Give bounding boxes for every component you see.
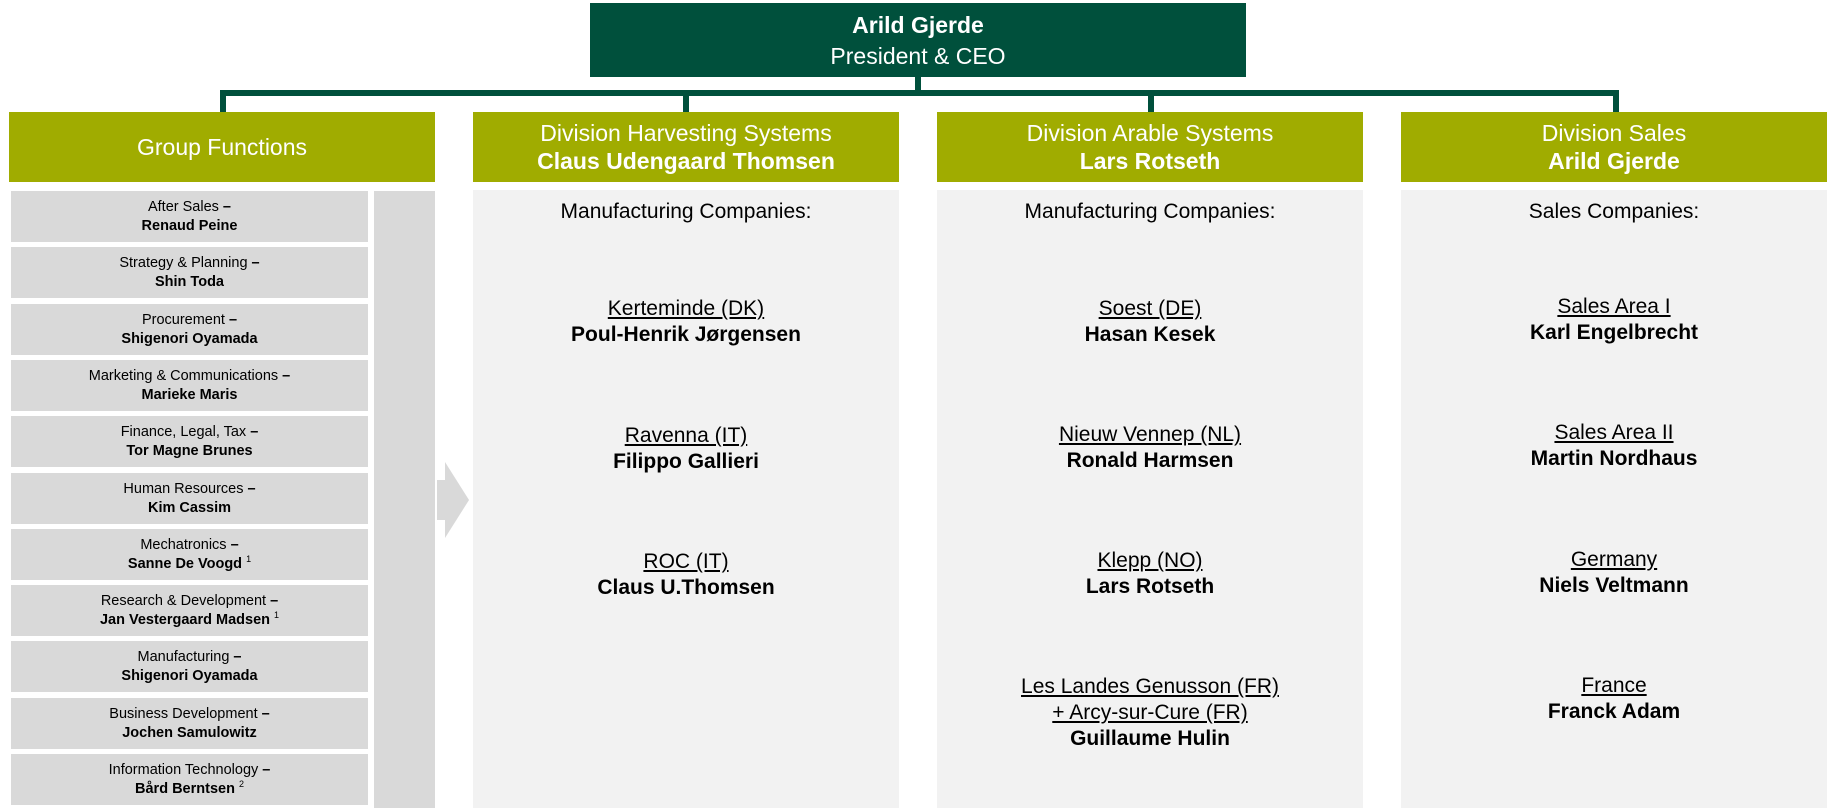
company-manager: Guillaume Hulin — [1070, 727, 1230, 750]
group-function-head: Shigenori Oyamada — [121, 667, 258, 684]
group-function-head: Sanne De Voogd — [127, 555, 243, 572]
group-function-role: Business Development — [109, 705, 258, 722]
group-functions-title: Group Functions — [136, 134, 308, 160]
company-entry — [1401, 673, 1827, 725]
company-manager: Lars Rotseth — [1085, 575, 1215, 598]
company-entry — [1401, 547, 1827, 599]
company-location: Soest (DE) — [1098, 297, 1202, 320]
group-functions-header — [9, 112, 435, 182]
group-function-role-line — [11, 705, 368, 724]
division-panel-arable — [937, 190, 1363, 808]
connector-drop-sales — [1613, 90, 1619, 112]
group-function-name-line — [11, 386, 368, 405]
company-location: Ravenna (IT) — [624, 424, 748, 447]
ceo-title: President & CEO — [830, 43, 1006, 69]
panel-subtitle: Manufacturing Companies: — [560, 200, 812, 223]
group-function-name-line — [11, 667, 368, 686]
company-manager: Ronald Harmsen — [1066, 449, 1234, 472]
group-function-role: Research & Development — [100, 592, 267, 609]
company-location-secondary: + Arcy-sur-Cure (FR) — [1052, 701, 1248, 724]
group-function-separator: – — [266, 592, 279, 609]
group-function-role: Mechatronics — [140, 536, 227, 553]
division-panel-sales — [1401, 190, 1827, 808]
group-function-name-line — [11, 499, 368, 518]
division-head: Claus Udengaard Thomsen — [537, 148, 835, 174]
company-location: ROC (IT) — [643, 550, 729, 573]
group-function-item — [11, 247, 368, 298]
group-function-role-line — [11, 480, 368, 499]
company-location: France — [1581, 674, 1647, 697]
company-entry — [937, 674, 1363, 752]
division-head: Arild Gjerde — [1548, 148, 1680, 174]
arrow-right-icon — [445, 462, 469, 538]
company-location: Sales Area II — [1554, 421, 1674, 444]
company-location: Klepp (NO) — [1097, 549, 1203, 572]
group-function-name-line — [11, 724, 368, 743]
company-entry — [1401, 420, 1827, 472]
group-function-head: Kim Cassim — [147, 499, 231, 516]
company-entry — [937, 422, 1363, 474]
division-header-arable — [937, 112, 1363, 182]
group-function-role: Marketing & Communications — [88, 367, 279, 384]
group-function-head: Shin Toda — [154, 273, 224, 290]
group-function-name-line — [11, 273, 368, 292]
company-location: Sales Area I — [1557, 295, 1671, 318]
group-function-name-line — [11, 555, 368, 574]
group-function-separator: – — [218, 198, 231, 215]
group-function-item — [11, 585, 368, 636]
group-function-item — [11, 698, 368, 749]
group-function-separator: – — [246, 423, 259, 440]
group-function-item — [11, 754, 368, 805]
group-function-role: Information Technology — [108, 761, 259, 778]
footnote-marker: 1 — [246, 553, 252, 564]
group-function-role: Manufacturing — [137, 648, 230, 665]
group-function-separator: – — [224, 311, 238, 328]
company-location: Les Landes Genusson (FR) — [1021, 675, 1279, 698]
group-function-separator: – — [229, 648, 242, 665]
company-manager: Karl Engelbrecht — [1529, 321, 1699, 344]
group-function-item — [11, 641, 368, 692]
group-function-item — [11, 416, 368, 467]
group-function-head: Marieke Maris — [141, 386, 238, 403]
company-entry — [473, 296, 899, 348]
group-function-role-line — [11, 254, 368, 273]
division-header-harvesting — [473, 112, 899, 182]
company-entry — [473, 423, 899, 475]
connector-drop-arable — [1148, 90, 1154, 112]
group-function-item — [11, 191, 368, 242]
ceo-name: Arild Gjerde — [852, 12, 984, 38]
division-header-sales — [1401, 112, 1827, 182]
group-function-head: Tor Magne Brunes — [126, 442, 253, 459]
company-entry — [937, 296, 1363, 348]
division-title: Division Sales — [1541, 120, 1687, 146]
group-function-separator: – — [278, 367, 291, 384]
company-manager: Niels Veltmann — [1539, 574, 1689, 597]
connector-drop-harvesting — [683, 90, 689, 112]
group-function-head: Renaud Peine — [141, 217, 238, 234]
group-function-item — [11, 529, 368, 580]
division-panel-harvesting — [473, 190, 899, 808]
connector-drop-group-functions — [220, 90, 226, 112]
group-function-role-line — [11, 423, 368, 442]
company-manager: Poul-Henrik Jørgensen — [571, 323, 801, 346]
group-function-name-line — [11, 330, 368, 349]
group-function-separator: – — [226, 536, 239, 553]
connector-horizontal — [220, 90, 1619, 96]
division-title: Division Arable Systems — [1026, 120, 1274, 146]
group-function-role: After Sales — [147, 198, 219, 215]
company-location: Kerteminde (DK) — [607, 297, 765, 320]
ceo-box — [590, 3, 1246, 77]
company-location: Germany — [1570, 548, 1658, 571]
company-manager: Martin Nordhaus — [1530, 447, 1698, 470]
group-function-head: Bård Berntsen — [135, 780, 235, 797]
group-function-role-line — [11, 311, 368, 330]
group-function-head: Shigenori Oyamada — [121, 330, 258, 347]
company-manager: Claus U.Thomsen — [597, 576, 775, 599]
group-function-item — [11, 304, 368, 355]
group-function-separator: – — [243, 480, 256, 497]
group-function-name-line — [11, 217, 368, 236]
company-entry — [473, 549, 899, 601]
company-location: Nieuw Vennep (NL) — [1058, 423, 1242, 446]
group-function-head: Jan Vestergaard Madsen — [99, 611, 270, 628]
group-function-separator: – — [258, 761, 271, 778]
footnote-marker: 2 — [238, 778, 244, 789]
company-manager: Filippo Gallieri — [613, 450, 759, 473]
company-entry — [1401, 294, 1827, 346]
panel-subtitle: Manufacturing Companies: — [1024, 200, 1276, 223]
footnote-marker: 1 — [274, 609, 280, 620]
group-function-name-line — [11, 442, 368, 461]
group-function-item — [11, 473, 368, 524]
group-functions-rail — [374, 191, 435, 808]
group-function-role: Strategy & Planning — [119, 254, 248, 271]
group-function-name-line — [11, 780, 368, 799]
panel-subtitle: Sales Companies: — [1528, 200, 1700, 223]
group-function-separator: – — [247, 254, 260, 271]
group-function-role-line — [11, 536, 368, 555]
group-function-role: Procurement — [141, 311, 225, 328]
group-function-role: Finance, Legal, Tax — [120, 423, 247, 440]
group-function-role-line — [11, 761, 368, 780]
group-function-item — [11, 360, 368, 411]
company-manager: Franck Adam — [1547, 700, 1681, 723]
group-function-role: Human Resources — [123, 480, 244, 497]
company-entry — [937, 548, 1363, 600]
division-head: Lars Rotseth — [1079, 148, 1221, 174]
group-function-head: Jochen Samulowitz — [122, 724, 257, 741]
group-function-name-line — [11, 611, 368, 630]
company-manager: Hasan Kesek — [1084, 323, 1216, 346]
group-function-separator: – — [257, 705, 270, 722]
group-function-role-line — [11, 592, 368, 611]
group-function-role-line — [11, 648, 368, 667]
division-title: Division Harvesting Systems — [540, 120, 832, 146]
group-function-role-line — [11, 198, 368, 217]
group-function-role-line — [11, 367, 368, 386]
